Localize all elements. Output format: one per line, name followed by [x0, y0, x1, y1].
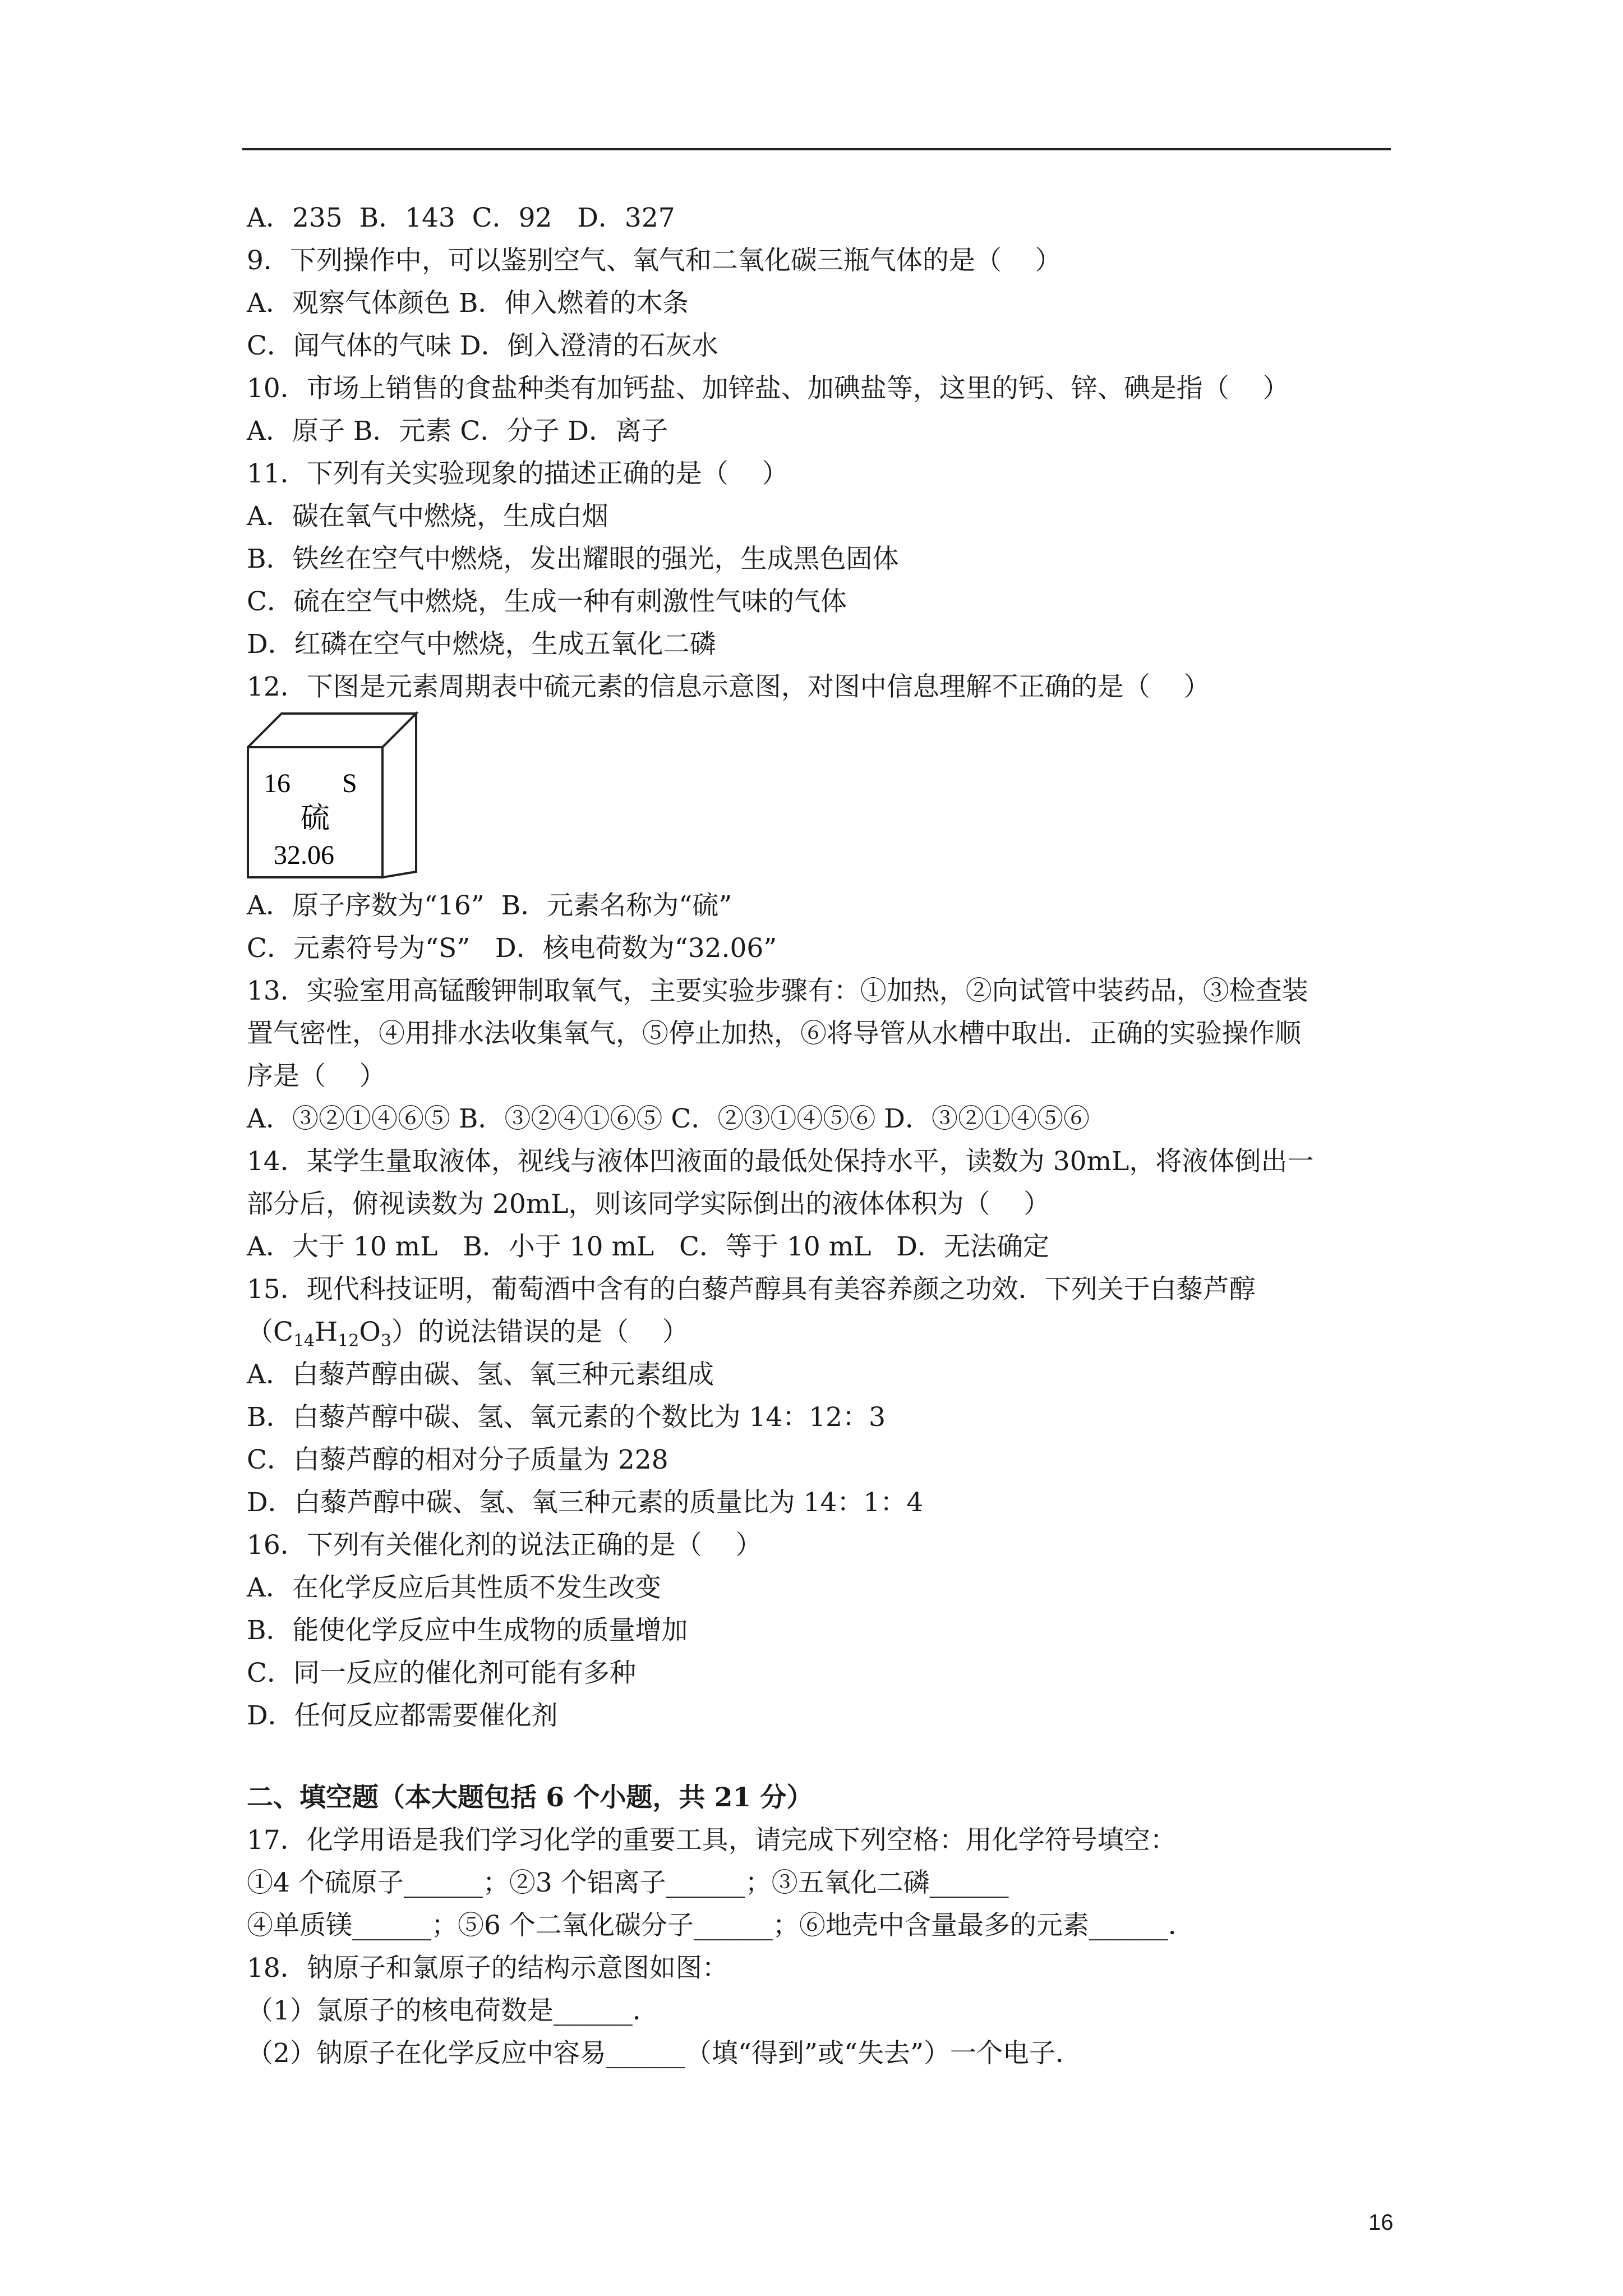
q15-option-b: B．白藜芦醇中碳、氢、氧元素的个数比为 14：12：3	[247, 1402, 886, 1433]
formula-c: C	[273, 1317, 293, 1347]
sulfur-element-card	[247, 711, 421, 882]
q11-option-d: D．红磷在空气中燃烧，生成五氧化二磷	[247, 629, 716, 660]
q15-option-c: C．白藜芦醇的相对分子质量为 228	[247, 1444, 668, 1475]
q18-part-2: （2）钠原子在化学反应中容易______（填“得到”或“失去”）一个电子．	[247, 2038, 1082, 2069]
formula-o-sub: 3	[380, 1331, 391, 1351]
q15-option-d: D．白藜芦醇中碳、氢、氧三种元素的质量比为 14：1：4	[247, 1487, 924, 1518]
q11-option-b: B．铁丝在空气中燃烧，发出耀眼的强光，生成黑色固体	[247, 544, 899, 574]
q15-stem-1: 15．现代科技证明，葡萄酒中含有的白藜芦醇具有美容养颜之功效．下列关于白藜芦醇	[247, 1274, 1256, 1305]
q12-options-cd: C．元素符号为“S” D．核电荷数为“32.06”	[247, 933, 777, 964]
element-name: 硫	[301, 802, 330, 835]
section-2-title: 二、填空题（本大题包括 6 个小题，共 21 分）	[247, 1782, 813, 1813]
q17-blanks-2: ④单质镁______；⑤6 个二氧化碳分子______；⑥地壳中含量最多的元素______．	[247, 1910, 1195, 1941]
q15-stem-2	[247, 1313, 689, 1361]
element-symbol: S	[342, 769, 357, 798]
q17-blanks-1: ①4 个硫原子______；②3 个铝离子______；③五氧化二磷______	[247, 1867, 1009, 1898]
q13-options: A．③②①④⑥⑤ B．③②④①⑥⑤ C．②③①④⑤⑥ D．③②①④⑤⑥	[247, 1103, 1090, 1134]
header-rule	[242, 148, 1391, 150]
formula-open-paren: （	[247, 1317, 273, 1347]
q8-options: A．235 B．143 C．92 D．327	[247, 203, 675, 233]
q13-stem-3: 序是（ ）	[247, 1061, 386, 1092]
q16-option-d: D．任何反应都需要催化剂	[247, 1700, 558, 1731]
formula-h: H	[315, 1317, 338, 1347]
q9-options-ab: A．观察气体颜色 B．伸入燃着的木条	[247, 288, 689, 319]
page-number: 16	[1368, 2210, 1394, 2235]
q15-stem-2-rest: ）的说法错误的是（ ）	[391, 1317, 689, 1347]
q12-options-ab: A．原子序数为“16” B．元素名称为“硫”	[247, 890, 732, 921]
q11-stem: 11．下列有关实验现象的描述正确的是（ ）	[247, 458, 789, 489]
q16-option-b: B．能使化学反应中生成物的质量增加	[247, 1615, 688, 1646]
atomic-number: 16	[264, 769, 291, 798]
q14-stem-2: 部分后，俯视读数为 20mL，则该同学实际倒出的液体体积为（ ）	[247, 1189, 1050, 1220]
q14-options: A．大于 10 mL B．小于 10 mL C．等于 10 mL D．无法确定	[247, 1231, 1049, 1262]
element-card-graphic	[247, 711, 421, 880]
q9-options-cd: C．闻气体的气味 D．倒入澄清的石灰水	[247, 330, 718, 361]
q16-stem: 16．下列有关催化剂的说法正确的是（ ）	[247, 1530, 762, 1561]
q10-options: A．原子 B．元素 C．分子 D．离子	[247, 416, 668, 447]
q18-stem: 18．钠原子和氯原子的结构示意图如图：	[247, 1953, 728, 1984]
q9-stem: 9．下列操作中，可以鉴别空气、氧气和二氧化碳三瓶气体的是（ ）	[247, 245, 1062, 276]
q11-option-c: C．硫在空气中燃烧，生成一种有刺激性气味的气体	[247, 586, 847, 617]
q10-stem: 10．市场上销售的食盐种类有加钙盐、加锌盐、加碘盐等，这里的钙、锌、碘是指（ ）	[247, 373, 1289, 404]
formula-c-sub: 14	[293, 1331, 315, 1351]
q11-option-a: A．碳在氧气中燃烧，生成白烟	[247, 501, 608, 532]
q15-option-a: A．白藜芦醇由碳、氢、氧三种元素组成	[247, 1359, 714, 1390]
atomic-mass: 32.06	[274, 840, 334, 870]
q14-stem-1: 14．某学生量取液体，视线与液体凹液面的最低处保持水平，读数为 30mL，将液体倒出一	[247, 1146, 1314, 1177]
q18-part-1: （1）氯原子的核电荷数是______．	[247, 1995, 659, 2026]
q16-option-a: A．在化学反应后其性质不发生改变	[247, 1572, 661, 1603]
q17-stem: 17．化学用语是我们学习化学的重要工具，请完成下列空格：用化学符号填空：	[247, 1825, 1177, 1856]
q16-option-c: C．同一反应的催化剂可能有多种	[247, 1658, 636, 1688]
formula-o: O	[359, 1317, 381, 1347]
q12-stem: 12．下图是元素周期表中硫元素的信息示意图，对图中信息理解不正确的是（ ）	[247, 671, 1210, 702]
formula-h-sub: 12	[338, 1331, 359, 1351]
q13-stem-1: 13．实验室用高锰酸钾制取氧气，主要实验步骤有：①加热，②向试管中装药品，③检查装	[247, 976, 1308, 1006]
q13-stem-2: 置气密性，④用排水法收集氧气，⑤停止加热，⑥将导管从水槽中取出．正确的实验操作顺	[247, 1018, 1301, 1049]
